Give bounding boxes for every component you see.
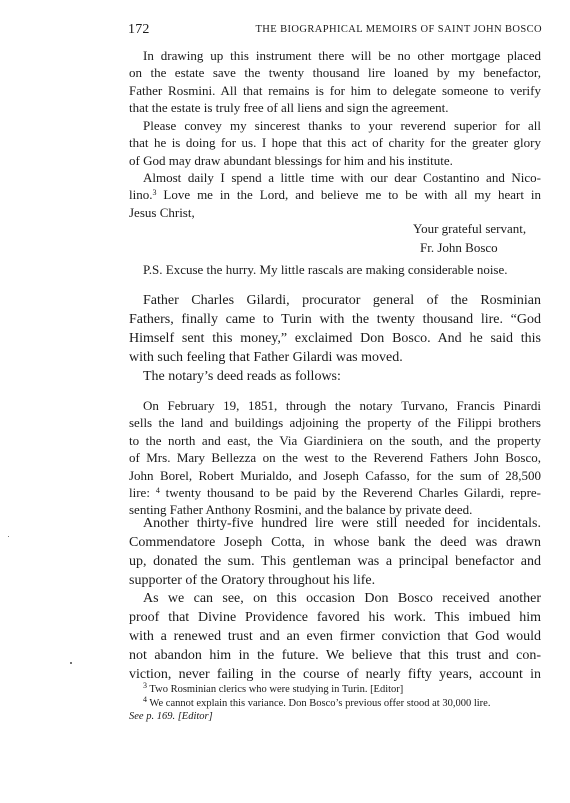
text-line: not abandon him in the future. We believe that this trust and con- xyxy=(129,647,541,663)
narrative-paragraph-1 xyxy=(129,292,541,368)
text-fragment: lire: xyxy=(129,485,156,501)
footnote-4 xyxy=(129,694,541,711)
footnote-continuation: See p. 169. [Editor] xyxy=(129,711,213,722)
text-line: sells the land and buildings adjoining the property of the Filippi brothers xyxy=(129,415,541,431)
text-fragment: lino. xyxy=(129,187,153,203)
letter-postscript xyxy=(129,261,541,278)
footnote-number: 4 xyxy=(143,694,147,704)
scan-speck xyxy=(8,536,9,537)
page-number: 172 xyxy=(128,22,150,37)
text-line: In drawing up this instrument there will be no other mortgage placed xyxy=(143,48,541,63)
text-line: up, donated the sum. This gentleman was a principal benefactor and xyxy=(129,553,541,569)
text-line: that he is doing for us. I hope that this act of charity for the greater glory xyxy=(129,135,541,151)
text-line: of God may draw abundant blessings for him and his institute. xyxy=(129,152,453,168)
text-line: senting Father Anthony Rosmini, and the balance by private deed. xyxy=(129,502,473,518)
letter-paragraph-3 xyxy=(129,169,541,221)
text-line: with a renewed trust and an even firmer conviction that God would xyxy=(129,628,541,644)
text-line xyxy=(129,484,541,501)
text-line: Fathers, finally came to Turin with the twenty thousand lire. “God xyxy=(129,311,541,327)
text-line: viction, never failing in the course of nearly fifty years, account in xyxy=(129,666,541,682)
text-fragment: Love me in the Lord, and believe me to be with all my heart in xyxy=(156,187,541,203)
text-line: supporter of the Oratory throughout his life. xyxy=(129,572,376,588)
text-fragment: twenty thousand to be paid by the Reverend Charles Gilardi, repre- xyxy=(159,485,541,501)
narrative-paragraph-4 xyxy=(129,590,541,685)
scan-speck xyxy=(70,662,72,664)
footnote-text: We cannot explain this variance. Don Bosco’s previous offer stood at 30,000 lire. xyxy=(147,697,491,709)
text-line: As we can see, on this occasion Don Bosco received another xyxy=(143,591,541,606)
text-line: Jesus Christ, xyxy=(129,204,195,220)
footnote-text: Two Rosminian clerics who were studying in Turin. [Editor] xyxy=(147,684,404,695)
narrative-paragraph-3 xyxy=(129,515,541,591)
letter-paragraph-1 xyxy=(129,47,541,117)
footnotes xyxy=(129,683,541,724)
text-line: P.S. Excuse the hurry. My little rascals are making considerable noise. xyxy=(143,262,508,277)
text-line: proof that Divine Providence favored his work. This imbued him xyxy=(129,609,541,625)
running-header xyxy=(128,22,542,40)
text-line: that the estate is truly free of all liens and sign the agreement. xyxy=(129,100,449,116)
text-line: The notary’s deed reads as follows: xyxy=(143,369,341,384)
footnote-ref-3: 3 xyxy=(152,188,157,198)
text-line: On February 19, 1851, through the notary Turvano, Francis Pinardi xyxy=(143,398,541,413)
text-line: John Borel, Robert Murialdo, and Joseph Cafasso, for the sum of 28,500 xyxy=(129,467,541,483)
letter-paragraph-2 xyxy=(129,117,541,169)
text-line: to the north and east, the Via Giardiniera on the south, and the property xyxy=(129,432,541,448)
text-line: with such feeling that Father Gilardi was moved. xyxy=(129,349,403,365)
text-line xyxy=(129,186,541,203)
text-line: Father Rosmini. All that remains is for him to delegate someone to verify xyxy=(129,82,541,98)
narrative-paragraph-2 xyxy=(129,368,541,387)
text-line: Commendatore Joseph Cotta, in whose bank the deed was drawn xyxy=(129,534,541,550)
text-line: Father Charles Gilardi, procurator general of the Rosminian xyxy=(143,293,541,308)
footnote-3 xyxy=(129,683,541,697)
footnote-ref-4: 4 xyxy=(155,486,160,496)
text-line: Almost daily I spend a little time with our dear Costantino and Nico- xyxy=(143,170,541,185)
text-line: Please convey my sincerest thanks to your reverend superior for all xyxy=(143,118,541,133)
text-line: Another thirty-five hundred lire were still needed for incidentals. xyxy=(143,516,541,531)
text-line: Himself sent this money,” exclaimed Don Bosco. And he said this xyxy=(129,330,541,346)
deed-quotation xyxy=(129,397,541,519)
letter-closing: Your grateful servant, xyxy=(413,221,527,236)
footnote-number: 3 xyxy=(143,681,147,690)
text-line: on the estate save the twenty thousand lire loaned by my benefactor, xyxy=(129,65,541,81)
letter-signature: Fr. John Bosco xyxy=(420,240,498,255)
text-line: of Mrs. Mary Bellezza on the west to the Reverend Fathers John Bosco, xyxy=(129,450,541,466)
running-title: THE BIOGRAPHICAL MEMOIRS OF SAINT JOHN BOSCO xyxy=(255,24,542,35)
